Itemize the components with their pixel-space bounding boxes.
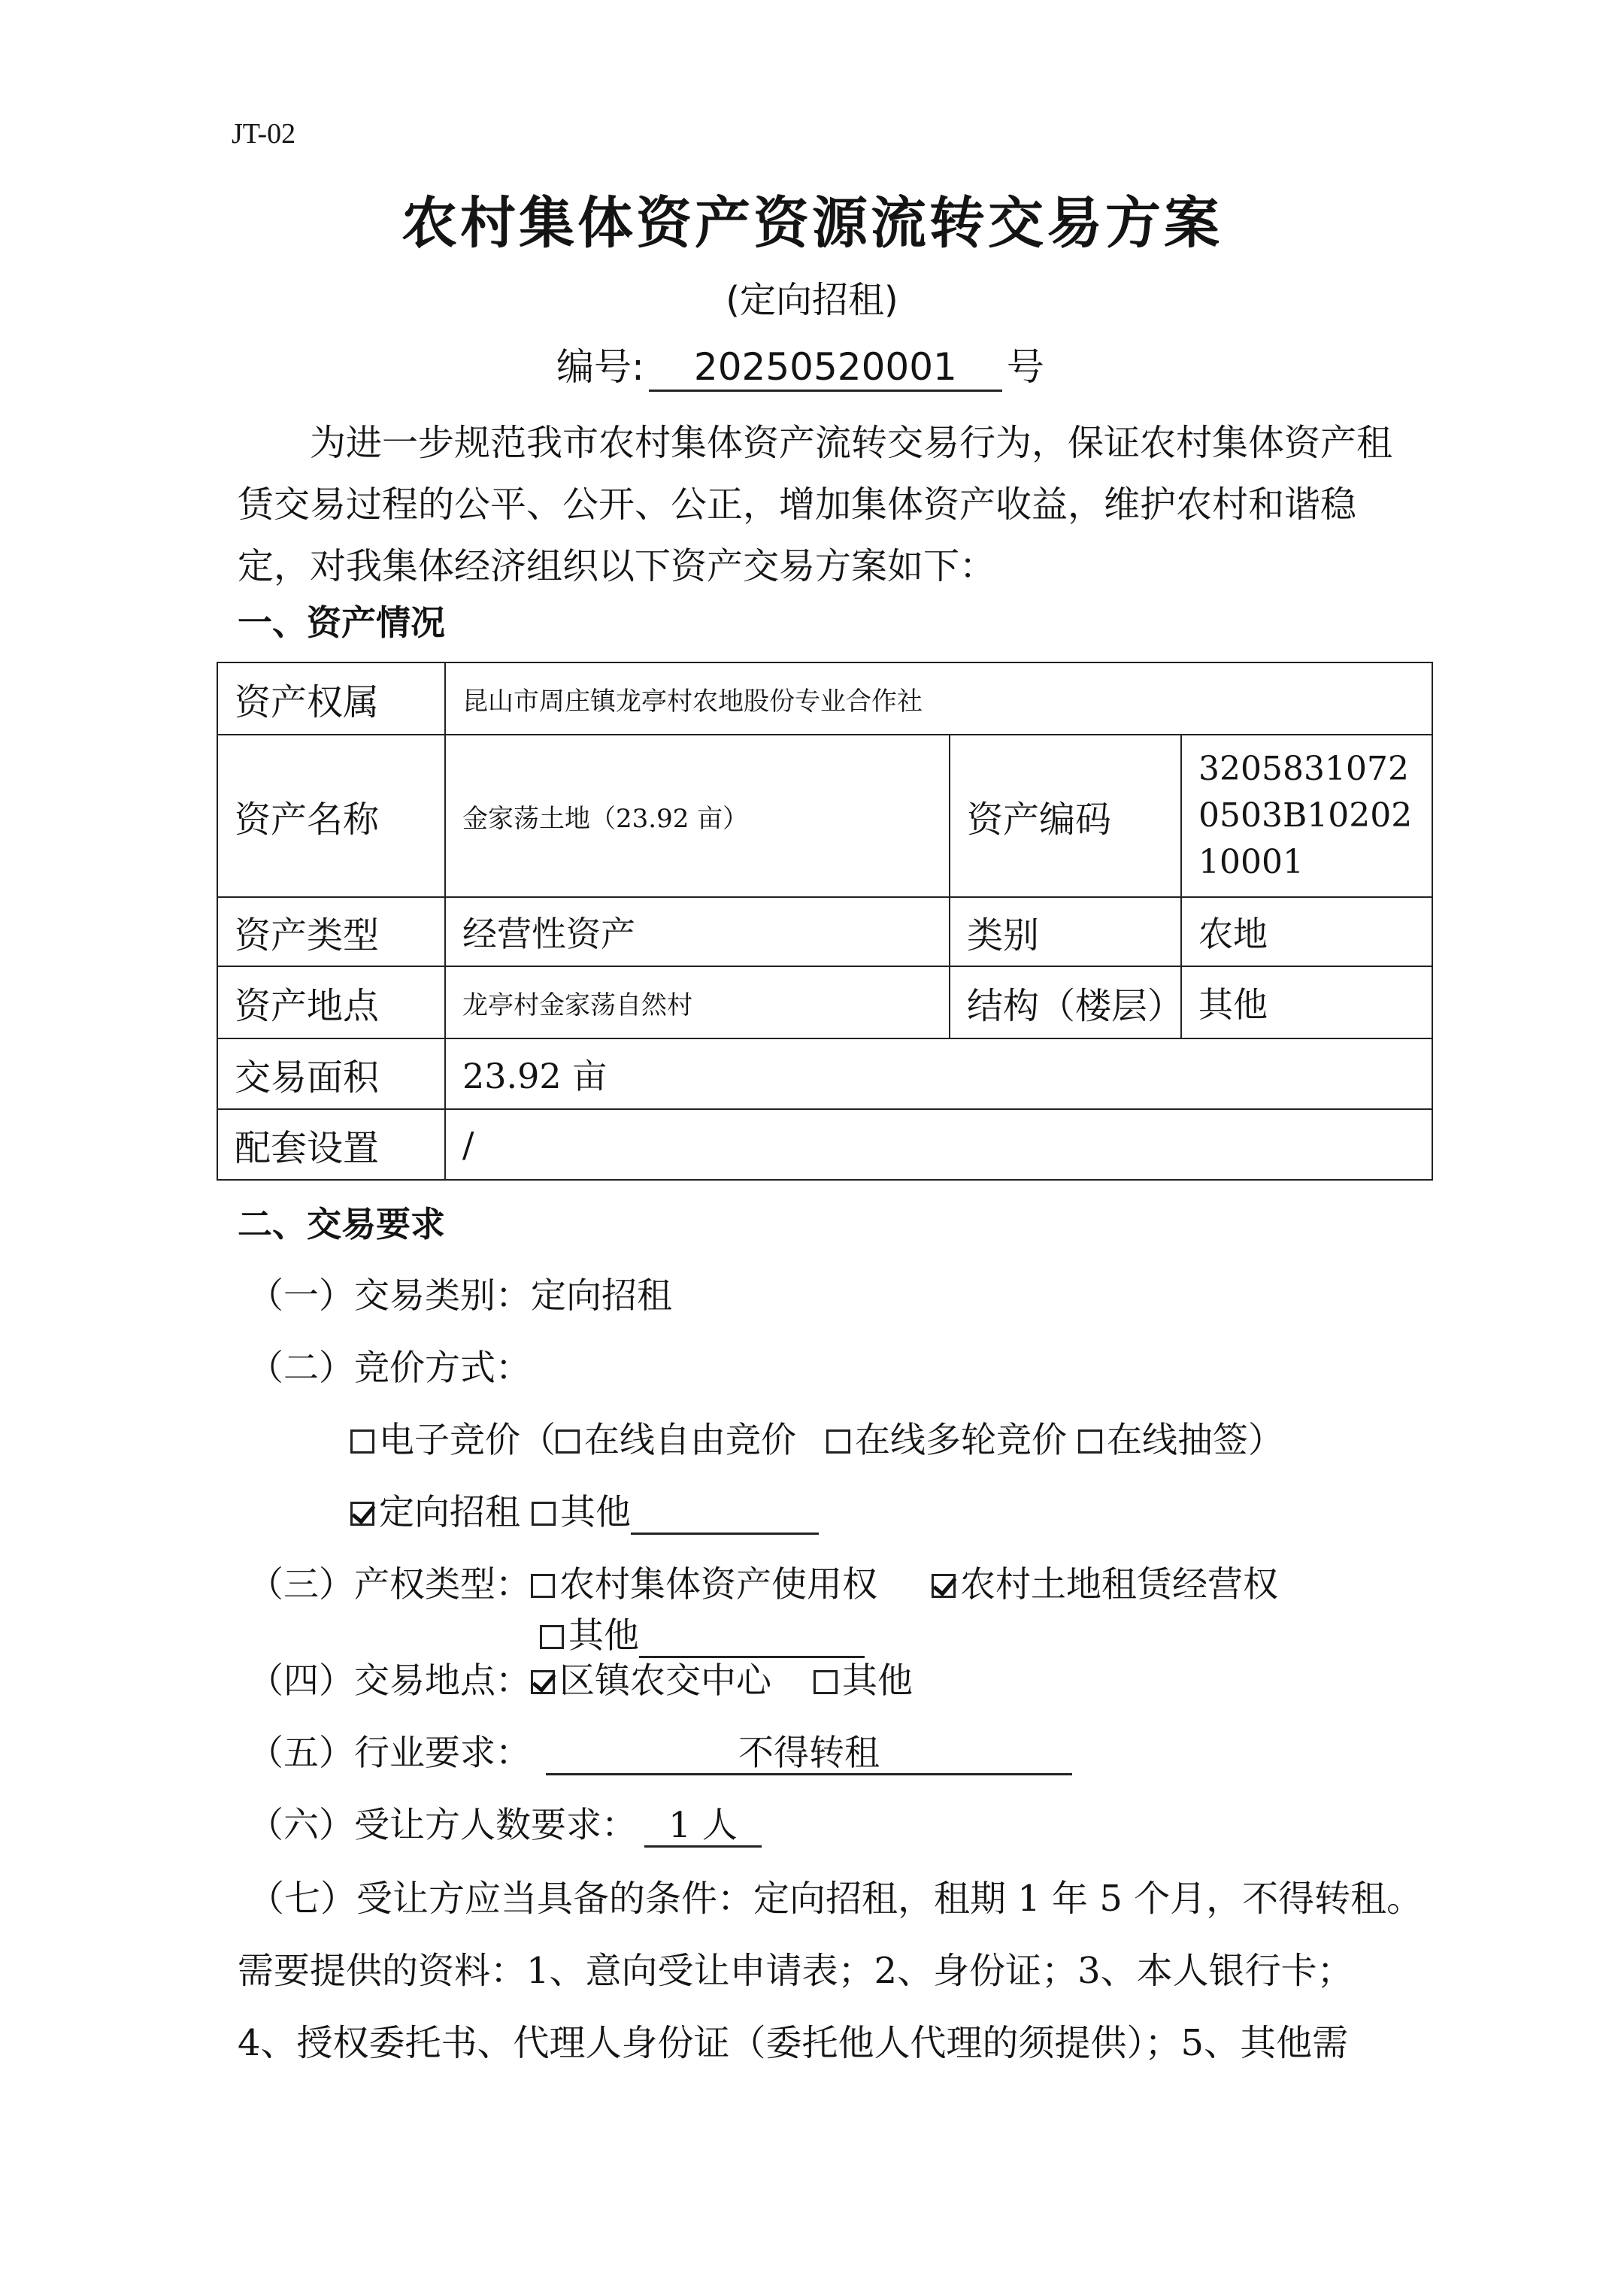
asset-location-value: 龙亭村金家荡自然村 — [445, 966, 950, 1038]
table-row — [217, 662, 1432, 735]
category-label: 类别 — [950, 897, 1181, 966]
table-row — [217, 1038, 1432, 1109]
option-online-multi-label: 在线多轮竞价 — [855, 1420, 1067, 1461]
asset-code-value: 32058310720503B1020210001 — [1181, 735, 1432, 897]
asset-name-value: 金家荡土地（23.92 亩） — [445, 735, 950, 897]
bidding-other-blank[interactable] — [631, 1493, 819, 1535]
bidding-options-row1 — [350, 1412, 1283, 1463]
ownership-value: 昆山市周庄镇龙亭村农地股份专业合作社 — [445, 662, 1432, 735]
structure-value: 其他 — [1181, 966, 1432, 1038]
trade-category — [248, 1268, 672, 1318]
conditions-line1: （七）受让方应当具备的条件：定向招租，租期 1 年 5 个月，不得转租。 — [248, 1878, 1423, 1920]
trade-location-row — [248, 1653, 913, 1703]
conditions-line2: 需要提供的资料：1、意向受让申请表；2、身份证；3、本人银行卡； — [238, 1950, 1353, 1992]
option-collective-use-label: 农村集体资产使用权 — [559, 1564, 877, 1605]
page-subtitle: (定向招租) — [726, 279, 898, 321]
number-label: 编号: — [556, 345, 644, 389]
table-row — [217, 1109, 1432, 1180]
option-directed-lease-label: 定向招租 — [379, 1492, 520, 1533]
page-title: 农村集体资产资源流转交易方案 — [401, 191, 1223, 256]
option-district-center-label: 区镇农交中心 — [559, 1660, 771, 1702]
bidding-options-row2 — [350, 1484, 819, 1535]
option-rights-other-label: 其他 — [568, 1615, 639, 1657]
bidding-method-label: （二）竞价方式： — [248, 1348, 531, 1389]
checkbox-directed-lease[interactable] — [350, 1502, 374, 1526]
option-electronic-label: 电子竞价（ — [379, 1420, 556, 1461]
ownership-label: 资产权属 — [217, 662, 445, 735]
option-bidding-other-label: 其他 — [559, 1492, 631, 1533]
industry-requirement-value: 不得转租 — [546, 1734, 1072, 1775]
option-online-free-label: 在线自由竞价 — [584, 1420, 796, 1461]
checkbox-electronic[interactable] — [350, 1429, 374, 1454]
property-rights-row1 — [248, 1557, 1278, 1607]
document-code: JT-02 — [232, 118, 296, 150]
document-number — [556, 337, 1044, 392]
asset-location-label: 资产地点 — [217, 966, 445, 1038]
conditions-line3: 4、授权委托书、代理人身份证（委托他人代理的须提供）；5、其他需 — [238, 2022, 1349, 2064]
section-requirements-heading: 二、交易要求 — [238, 1204, 445, 1245]
industry-requirement-label: （五）行业要求： — [248, 1733, 531, 1774]
trade-location-label: （四）交易地点： — [248, 1660, 531, 1702]
checkbox-rights-other[interactable] — [540, 1625, 564, 1649]
trade-area-label: 交易面积 — [217, 1038, 445, 1109]
section-asset-heading: 一、资产情况 — [238, 602, 445, 643]
table-row — [217, 966, 1432, 1038]
transferee-count-row — [248, 1797, 762, 1848]
number-value: 20250520001 — [649, 346, 1002, 392]
asset-code-label: 资产编码 — [950, 735, 1181, 897]
asset-table — [217, 662, 1433, 1181]
property-rights-row2 — [540, 1608, 865, 1658]
checkbox-bidding-other[interactable] — [532, 1502, 556, 1526]
table-row — [217, 735, 1432, 897]
asset-type-value: 经营性资产 — [445, 897, 950, 966]
option-online-lottery-label: 在线抽签） — [1106, 1420, 1283, 1461]
asset-type-label: 资产类型 — [217, 897, 445, 966]
trade-category-label: （一）交易类别： — [248, 1275, 531, 1317]
checkbox-district-center[interactable] — [531, 1670, 555, 1694]
option-location-other-label: 其他 — [842, 1660, 913, 1702]
property-rights-label: （三）产权类型： — [248, 1564, 531, 1605]
transferee-count-value: 1 人 — [644, 1806, 762, 1848]
checkbox-online-lottery[interactable] — [1078, 1429, 1102, 1454]
checkbox-online-free[interactable] — [556, 1429, 580, 1454]
checkbox-land-lease[interactable] — [932, 1574, 956, 1598]
checkbox-location-other[interactable] — [814, 1670, 838, 1694]
transferee-count-label: （六）受让方人数要求： — [248, 1805, 637, 1846]
number-suffix: 号 — [1006, 345, 1044, 389]
facilities-value: / — [445, 1109, 1432, 1180]
trade-area-value: 23.92 亩 — [445, 1038, 1432, 1109]
option-land-lease-label: 农村土地租赁经营权 — [960, 1564, 1278, 1605]
industry-requirement-row — [248, 1725, 1072, 1775]
asset-name-label: 资产名称 — [217, 735, 445, 897]
checkbox-collective-use[interactable] — [531, 1574, 555, 1598]
table-row — [217, 897, 1432, 966]
checkbox-online-multi[interactable] — [826, 1429, 850, 1454]
category-value: 农地 — [1181, 897, 1432, 966]
intro-paragraph: 为进一步规范我市农村集体资产流转交易行为，保证农村集体资产租赁交易过程的公平、公开、公正，增加集体资产收益，维护农村和谐稳定，对我集体经济组织以下资产交易方案如下： — [238, 422, 1393, 587]
trade-category-value: 定向招租 — [531, 1275, 672, 1317]
rights-other-blank[interactable] — [639, 1617, 865, 1658]
facilities-label: 配套设置 — [217, 1109, 445, 1180]
structure-label: 结构（楼层） — [950, 966, 1181, 1038]
